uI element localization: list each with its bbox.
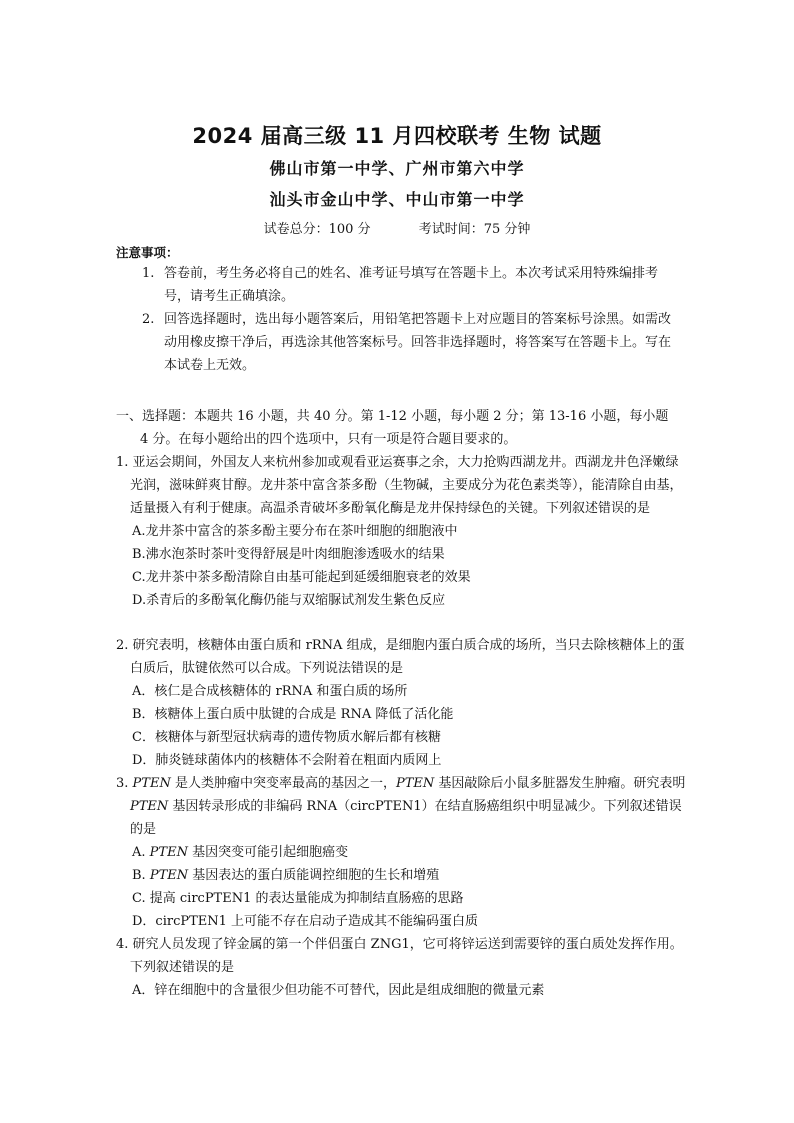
question-stem: 3. PTEN 是人类肿瘤中突变率最高的基因之一，PTEN 基因敲除后小鼠多脏器发生肿瘤。研究表明 PTEN 基因转录形成的非编码 RNA（circPTEN1）在结直肠癌组织中明显减少。下列叙述错误的是 xyxy=(116,776,686,837)
option-b: B.沸水泡茶时茶叶变得舒展是叶肉细胞渗透吸水的结果 xyxy=(132,547,445,562)
option-d: D.杀青后的多酚氧化酶仍能与双缩脲试剂发生紫色反应 xyxy=(132,593,446,608)
option-b: B．核糖体上蛋白质中肽键的合成是 RNA 降低了活化能 xyxy=(132,707,454,722)
notice-item-text: 答卷前，考生务必将自己的姓名、准考证号填写在答题卡上。本次考试采用特殊编排考号，请考生正确填涂。 xyxy=(164,266,659,304)
section-heading: 一、选择题：本题共 16 小题，共 40 分。第 1-12 小题，每小题 2 分；第 13-16 小题，每小题 4 分。在每小题给出的四个选项中，只有一项是符合题目要求的。 xyxy=(116,409,669,447)
option-b: B. PTEN 基因表达的蛋白质能调控细胞的生长和增殖 xyxy=(132,868,440,883)
notice-item: 1. 答卷前，考生务必将自己的姓名、准考证号填写在答题卡上。本次考试采用特殊编排考号，请考生正确填涂。 xyxy=(142,266,659,304)
option-c: C.龙井茶中茶多酚清除自由基可能起到延缓细胞衰老的效果 xyxy=(132,570,471,585)
question-2 xyxy=(116,634,686,772)
exam-time: 考试时间：75 分钟 xyxy=(418,222,531,237)
exam-title: 2024 届高三级 11 月四校联考 生物 试题 xyxy=(192,124,602,148)
notice-list xyxy=(142,262,682,377)
question-1 xyxy=(116,451,686,612)
schools-line-2: 汕头市金山中学、中山市第一中学 xyxy=(269,190,525,209)
question-stem: 1. 亚运会期间，外国友人来杭州参加或观看亚运赛事之余，大力抢购西湖龙井。西湖龙井色泽嫩绿光润，滋味鲜爽甘醇。龙井茶中富含茶多酚（生物碱，主要成分为花色素类等），能清除自由基，适量摄入有利于健康。高温杀青破坏多酚氧化酶是龙井保持绿色的关键。下列叙述错误的是 xyxy=(116,455,683,516)
option-a: A．锌在细胞中的含量很少但功能不可替代，因此是组成细胞的微量元素 xyxy=(132,983,545,998)
option-d: D．肺炎链球菌体内的核糖体不会附着在粗面内质网上 xyxy=(132,753,442,768)
option-c: C. 提高 circPTEN1 的表达量能成为抑制结直肠癌的思路 xyxy=(132,891,464,906)
question-3 xyxy=(116,772,686,933)
option-a: A. PTEN 基因突变可能引起细胞癌变 xyxy=(132,845,349,860)
schools-line-1: 佛山市第一中学、广州市第六中学 xyxy=(269,159,525,178)
question-stem: 2. 研究表明，核糖体由蛋白质和 rRNA 组成，是细胞内蛋白质合成的场所，当只去除核糖体上的蛋白质后，肽键依然可以合成。下列说法错误的是 xyxy=(116,638,685,676)
exam-meta xyxy=(0,218,794,237)
notice-item-text: 回答选择题时，选出每小题答案后，用铅笔把答题卡上对应题目的答案标号涂黑。如需改动用橡皮擦干净后，再选涂其他答案标号。回答非选择题时，将答案写在答题卡上。写在本试卷上无效。 xyxy=(164,312,672,373)
option-a: A.龙井茶中富含的茶多酚主要分布在茶叶细胞的细胞液中 xyxy=(132,524,458,539)
notice-heading: 注意事项： xyxy=(116,245,179,260)
option-c: C．核糖体与新型冠状病毒的遗传物质水解后都有核糖 xyxy=(132,730,441,745)
question-stem: 4. 研究人员发现了锌金属的第一个伴侣蛋白 ZNG1，它可将锌运送到需要锌的蛋白质处发挥作用。下列叙述错误的是 xyxy=(116,937,683,975)
option-d: D．circPTEN1 上可能不存在启动子造成其不能编码蛋白质 xyxy=(132,914,479,929)
option-a: A．核仁是合成核糖体的 rRNA 和蛋白质的场所 xyxy=(132,684,408,699)
total-score: 试卷总分：100 分 xyxy=(263,222,371,237)
question-4 xyxy=(116,933,686,1002)
notice-item: 2. 回答选择题时，选出每小题答案后，用铅笔把答题卡上对应题目的答案标号涂黑。如需改动用橡皮擦干净后，再选涂其他答案标号。回答非选择题时，将答案写在答题卡上。写在本试卷上无效。 xyxy=(142,312,672,373)
